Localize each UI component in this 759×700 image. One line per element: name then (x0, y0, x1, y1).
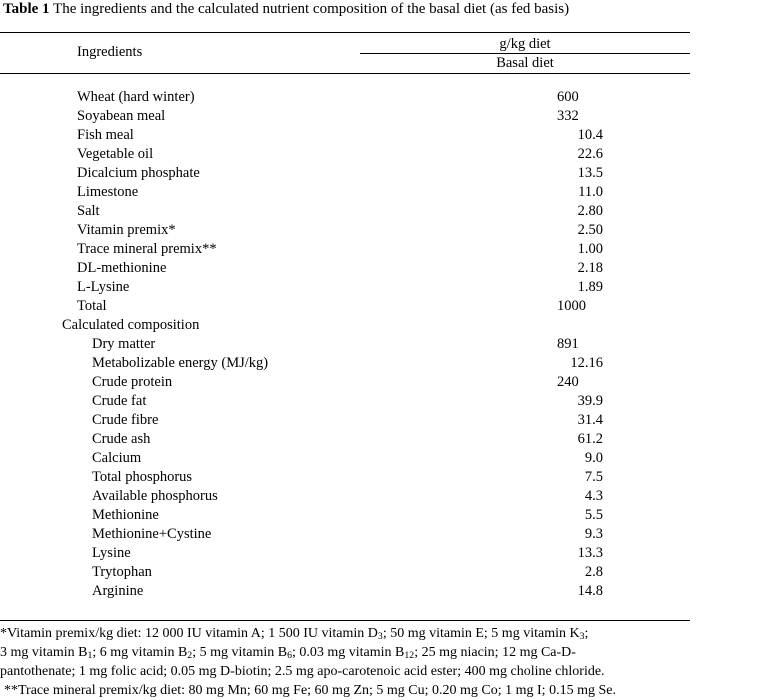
table-row (0, 544, 759, 563)
row-label: Dry matter (92, 336, 156, 352)
row-label: Salt (77, 203, 100, 219)
row-label: Vegetable oil (77, 146, 154, 162)
table-row (0, 145, 759, 164)
footnote-mineral: **Trace mineral premix/kg diet: 80 mg Mn; 60 mg Fe; 60 mg Zn; 5 mg Cu; 0.20 mg Co; 1 mg I; 0.15 mg Se. (4, 683, 616, 698)
row-value: 9.0 (584, 450, 603, 466)
table-row (0, 487, 759, 506)
row-value: 2.8 (584, 564, 603, 580)
footnotes (0, 624, 759, 700)
row-value: 2.50 (577, 222, 603, 238)
row-label: Arginine (92, 583, 144, 599)
table-row (0, 259, 759, 278)
table-row (0, 316, 759, 335)
row-label: Trace mineral premix** (77, 241, 217, 257)
table-body (0, 88, 759, 601)
row-value: 332 (557, 108, 579, 124)
row-label: Wheat (hard winter) (77, 89, 195, 105)
table-row (0, 468, 759, 487)
table-row (0, 126, 759, 145)
row-label: Total (77, 298, 107, 314)
row-label: Crude fat (92, 393, 147, 409)
row-value: 14.8 (577, 583, 603, 599)
row-value: 2.80 (577, 203, 603, 219)
row-value: 4.3 (584, 488, 603, 504)
header-bottom-rule (0, 73, 690, 74)
row-value: 39.9 (577, 393, 603, 409)
table-caption (3, 0, 569, 18)
bottom-rule (0, 620, 690, 621)
footnote-vitamin-line2: 3 mg vitamin $B_1$; 6 mg vitamin $B_2$; 5 mg vitamin $B_6$; 0.03 mg vitamin $B_{12}$; 25 mg niacin; 12 mg Ca-D- (0, 645, 576, 661)
row-label: Total phosphorus (92, 469, 193, 485)
table-row (0, 354, 759, 373)
row-label: Calcium (92, 450, 142, 466)
table-row (0, 107, 759, 126)
row-value: 600 (557, 89, 579, 105)
table-row (0, 582, 759, 601)
row-value: 1000 (557, 298, 586, 314)
row-value: 61.2 (577, 431, 603, 447)
row-label: Trytophan (92, 564, 152, 580)
table-row (0, 506, 759, 525)
table-row (0, 240, 759, 259)
footnote-vitamin-line1: *Vitamin premix/kg diet: 12 000 IU vitamin A; 1 500 IU vitamin $D_3$; 50 mg vitamin E; 5 mg vitamin $K_3$; (0, 626, 589, 642)
row-value: 11.0 (578, 184, 603, 200)
top-rule (0, 32, 690, 33)
table-row (0, 335, 759, 354)
row-value: 7.5 (584, 469, 603, 485)
table-row (0, 183, 759, 202)
row-value: 12.16 (570, 355, 603, 371)
row-value: 891 (557, 336, 579, 352)
table-row (0, 202, 759, 221)
table-label: Table 1 (3, 1, 50, 17)
row-label: Soyabean meal (77, 108, 166, 124)
row-label: Crude fibre (92, 412, 159, 428)
table-row (0, 430, 759, 449)
row-value: 2.18 (577, 260, 603, 276)
row-label: L-Lysine (77, 279, 130, 295)
row-value: 13.3 (577, 545, 603, 561)
row-label: Available phosphorus (92, 488, 218, 504)
table-title: The ingredients and the calculated nutrient composition of the basal diet (as fed basis) (49, 1, 570, 17)
row-value: 5.5 (584, 507, 603, 523)
header-basal-diet: Basal diet (496, 55, 554, 71)
table-row (0, 525, 759, 544)
row-label: Limestone (77, 184, 139, 200)
row-label: Metabolizable energy (MJ/kg) (92, 355, 269, 371)
row-label: Lysine (92, 545, 131, 561)
row-value: 240 (557, 374, 579, 390)
table-row (0, 278, 759, 297)
table-row (0, 449, 759, 468)
table-row (0, 411, 759, 430)
row-value: 1.00 (577, 241, 603, 257)
row-value: 31.4 (577, 412, 603, 428)
footnote-vitamin-line3: pantothenate; 1 mg folic acid; 0.05 mg D-biotin; 2.5 mg apo-carotenoic acid ester; 400 mg choline chloride. (0, 664, 605, 679)
row-label: Calculated composition (62, 317, 200, 333)
row-label: DL-methionine (77, 260, 167, 276)
row-label: Fish meal (77, 127, 134, 143)
row-label: Crude protein (92, 374, 173, 390)
row-label: Crude ash (92, 431, 151, 447)
row-value: 13.5 (577, 165, 603, 181)
row-label: Methionine (92, 507, 159, 523)
table-row (0, 392, 759, 411)
row-value: 22.6 (577, 146, 603, 162)
table-row (0, 563, 759, 582)
table-row (0, 297, 759, 316)
header-unit: g/kg diet (499, 36, 551, 52)
table-row (0, 373, 759, 392)
row-label: Dicalcium phosphate (77, 165, 200, 181)
row-value: 1.89 (577, 279, 603, 295)
table-row (0, 164, 759, 183)
row-value: 9.3 (584, 526, 603, 542)
table-row (0, 88, 759, 107)
table-row (0, 221, 759, 240)
row-label: Methionine+Cystine (92, 526, 212, 542)
header-ingredients: Ingredients (77, 44, 143, 60)
row-label: Vitamin premix* (77, 222, 176, 238)
row-value: 10.4 (577, 127, 603, 143)
